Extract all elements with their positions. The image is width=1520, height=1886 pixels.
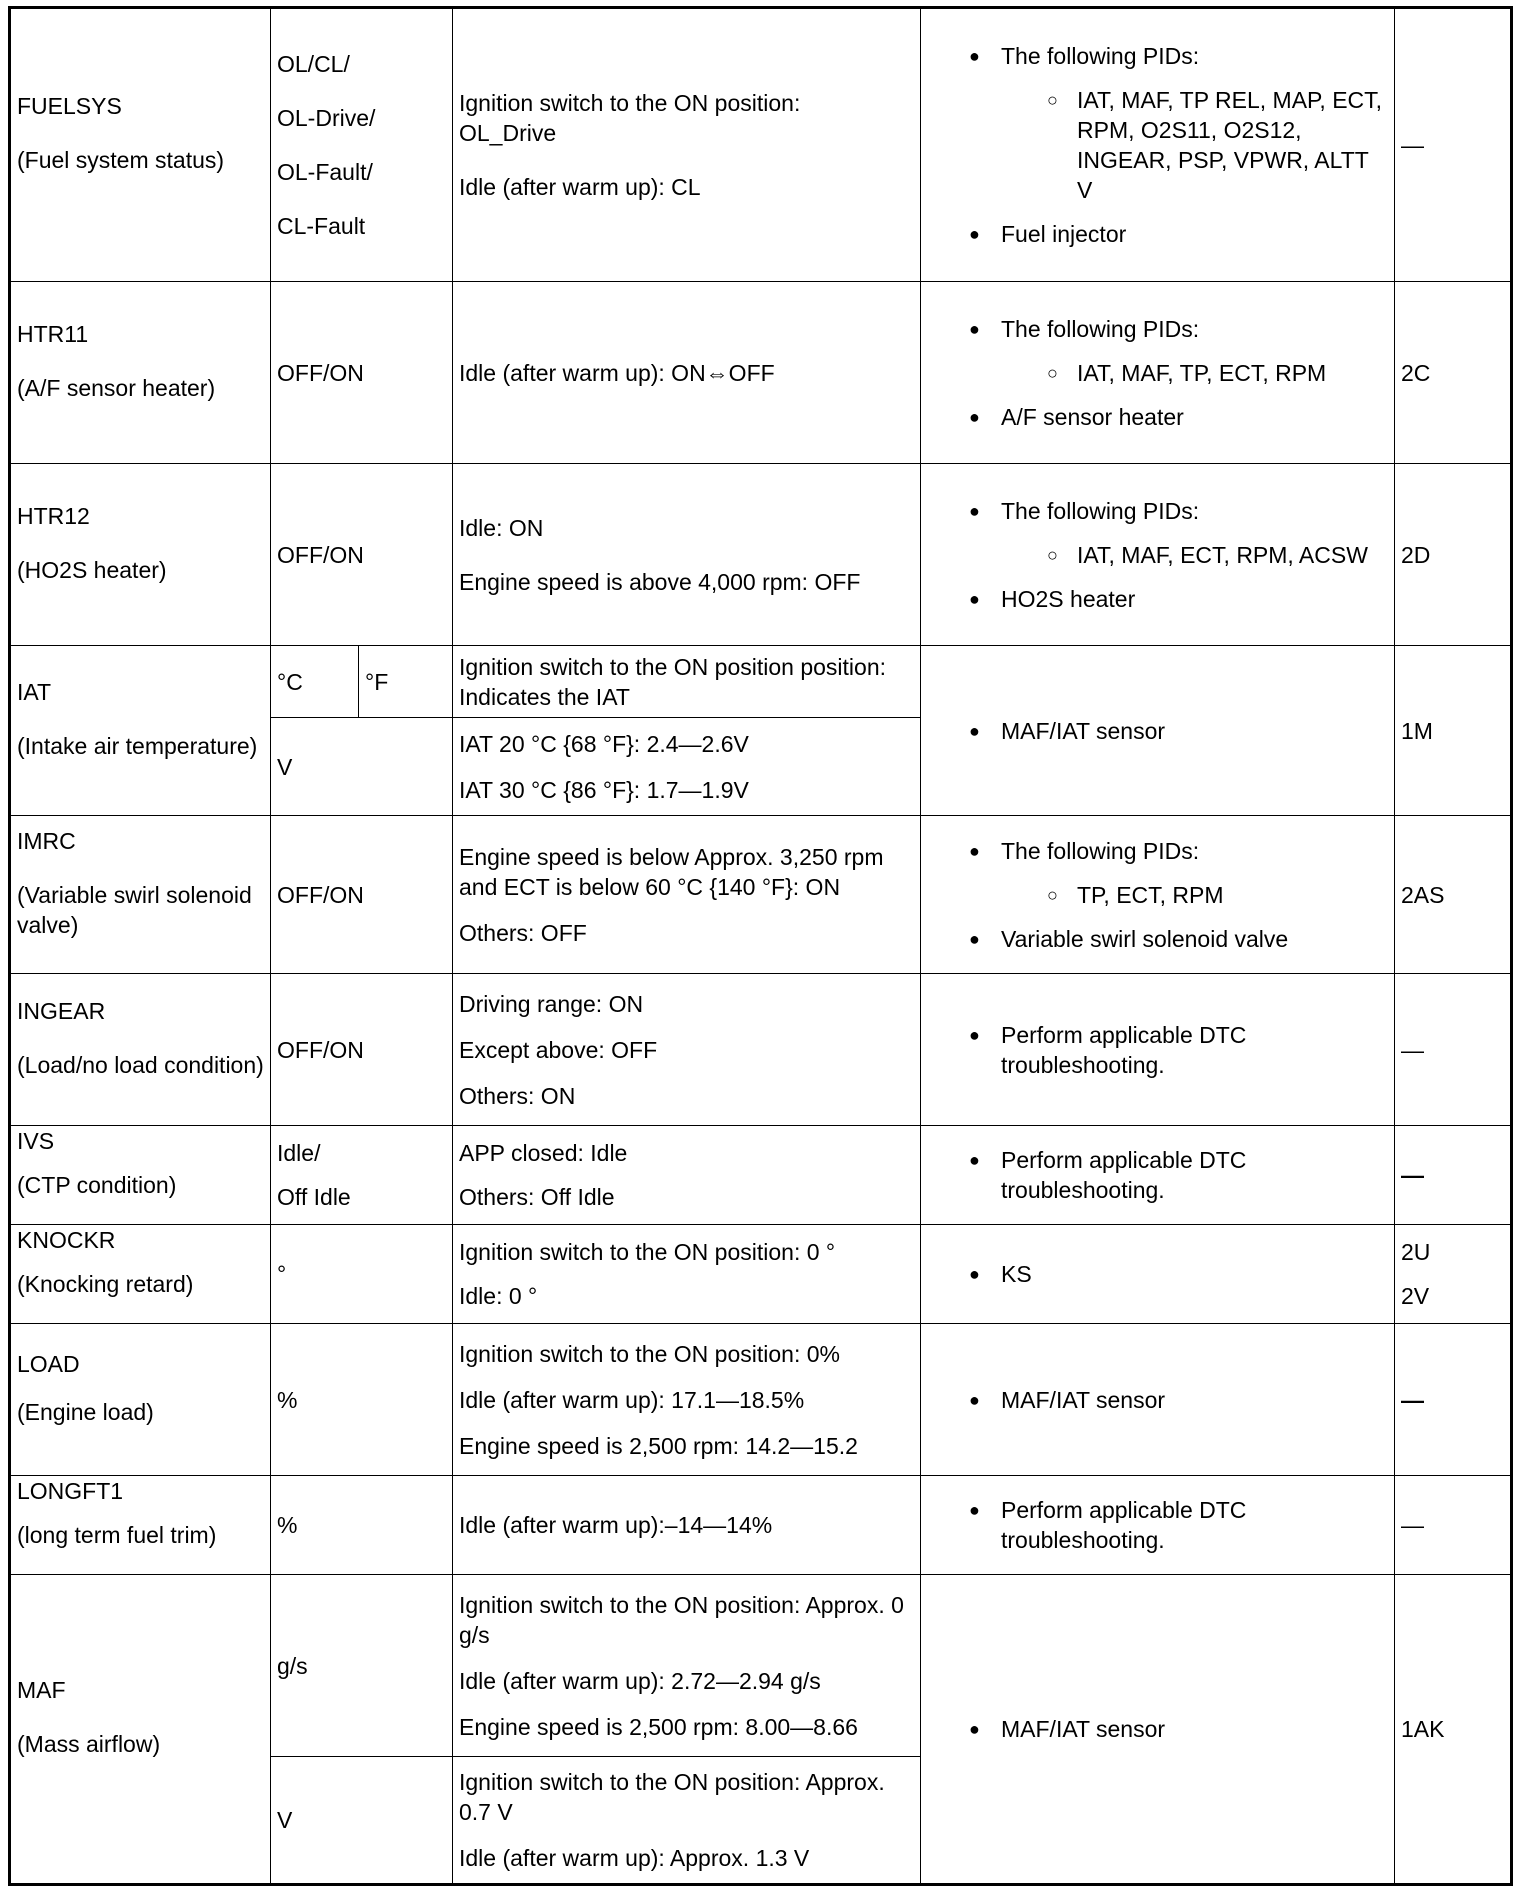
bullet-icon: ● xyxy=(969,46,980,66)
unit-cell: V xyxy=(271,1757,453,1885)
condition-text: Ignition switch to the ON position: 0% xyxy=(459,1340,840,1367)
unit-cell: OFF/ON xyxy=(271,282,453,464)
check-item-cell xyxy=(921,1225,1395,1324)
terminal-cell: — xyxy=(1395,974,1512,1126)
condition-text: Engine speed is 2,500 rpm: 14.2—15.2 xyxy=(459,1432,858,1459)
check-item-cell xyxy=(921,1476,1395,1575)
pid-description: (Mass airflow) xyxy=(17,1731,161,1757)
terminal-cell: 1AK xyxy=(1395,1575,1512,1885)
unit-cell-fahrenheit: °F xyxy=(359,646,453,718)
circle-bullet-icon: ○ xyxy=(1047,90,1058,110)
table-row xyxy=(10,282,1512,464)
table-row xyxy=(10,646,1512,718)
unit-value: CL-Fault xyxy=(277,213,366,239)
bullet-icon: ● xyxy=(969,500,980,521)
bullet-icon: ● xyxy=(969,720,980,741)
check-item: ● Fuel injector xyxy=(969,221,1127,247)
pid-name: IVS xyxy=(17,1128,55,1154)
pid-name: INGEAR xyxy=(17,997,106,1024)
terminal-cell: 2AS xyxy=(1395,816,1512,974)
terminal-value: 2V xyxy=(1401,1283,1430,1309)
condition-text: APP closed: Idle xyxy=(459,1140,628,1166)
condition-text: Others: Off Idle xyxy=(459,1184,615,1210)
check-item: ● MAF/IAT sensor xyxy=(969,1716,1166,1742)
pid-name-cell xyxy=(10,974,271,1126)
check-subitem: ○ IAT, MAF, TP REL, MAP, ECT, RPM, O2S11, O2S12, INGEAR, PSP, VPWR, ALTT V xyxy=(1047,87,1383,203)
condition-cell xyxy=(453,1324,921,1476)
pid-name-cell xyxy=(10,8,271,282)
condition-text: Ignition switch to the ON position: 0 ° xyxy=(459,1239,836,1265)
check-item-cell xyxy=(921,8,1395,282)
pid-name-cell xyxy=(10,1126,271,1225)
pid-name: HTR12 xyxy=(17,502,90,529)
check-item-cell xyxy=(921,646,1395,816)
condition-text: Engine speed is below Approx. 3,250 rpm and ECT is below 60 °C {140 °F}: ON xyxy=(459,843,884,900)
condition-text: Idle (after warm up): CL xyxy=(459,174,701,200)
bullet-icon: ● xyxy=(969,1719,980,1739)
pid-description: (Fuel system status) xyxy=(17,147,225,173)
unit-value: OL-Fault/ xyxy=(277,159,373,185)
unit-value: Idle/ xyxy=(277,1140,321,1166)
pid-name-cell xyxy=(10,646,271,816)
terminal-cell: — xyxy=(1395,1324,1512,1476)
condition-text: Except above: OFF xyxy=(459,1036,658,1063)
pid-description: (Intake air temperature) xyxy=(17,732,258,759)
pid-name-cell xyxy=(10,1324,271,1476)
table-row xyxy=(10,1225,1512,1324)
pid-name: FUELSYS xyxy=(17,93,122,119)
unit-cell: % xyxy=(271,1476,453,1575)
unit-cell xyxy=(271,8,453,282)
table-row xyxy=(10,1324,1512,1476)
table-row xyxy=(10,464,1512,646)
unit-value: OL-Drive/ xyxy=(277,105,376,131)
condition-text: Engine speed is above 4,000 rpm: OFF xyxy=(459,568,861,595)
unit-cell: g/s xyxy=(271,1575,453,1757)
bullet-icon: ● xyxy=(969,1264,980,1284)
check-item: ● MAF/IAT sensor xyxy=(969,717,1166,744)
check-item: ● Variable swirl solenoid valve xyxy=(969,925,1289,952)
unit-cell-celsius: °C xyxy=(271,646,359,718)
check-subitem: ○ IAT, MAF, ECT, RPM, ACSW xyxy=(1047,541,1368,568)
condition-text: Others: OFF xyxy=(459,919,587,946)
condition-cell xyxy=(453,1575,921,1757)
pid-name-cell xyxy=(10,282,271,464)
bullet-icon: ● xyxy=(969,1024,980,1045)
terminal-cell: 2C xyxy=(1395,282,1512,464)
check-item: ● The following PIDs: xyxy=(969,837,1200,864)
unit-cell xyxy=(271,1126,453,1225)
check-item-cell xyxy=(921,464,1395,646)
pid-name-cell xyxy=(10,1575,271,1885)
pid-description: (A/F sensor heater) xyxy=(17,374,216,401)
condition-text: Ignition switch to the ON position: Approx. 0.7 V xyxy=(459,1769,885,1825)
check-item: ● The following PIDs: xyxy=(969,315,1200,342)
check-subitem: ○ IAT, MAF, TP, ECT, RPM xyxy=(1047,359,1327,386)
check-item: ● A/F sensor heater xyxy=(969,403,1184,430)
bullet-icon: ● xyxy=(969,928,980,949)
terminal-value: 2U xyxy=(1401,1239,1431,1265)
condition-cell xyxy=(453,718,921,816)
bullet-icon: ● xyxy=(969,1389,980,1410)
terminal-cell: 2D xyxy=(1395,464,1512,646)
condition-text: Idle (after warm up): Approx. 1.3 V xyxy=(459,1845,810,1871)
unit-cell: V xyxy=(271,718,453,816)
pid-name: LOAD xyxy=(17,1350,80,1377)
bullet-icon: ● xyxy=(969,1150,980,1170)
condition-cell xyxy=(453,974,921,1126)
check-item-cell xyxy=(921,282,1395,464)
table-row xyxy=(10,974,1512,1126)
condition-text: Idle: 0 ° xyxy=(459,1283,538,1309)
condition-cell xyxy=(453,464,921,646)
check-item: ● HO2S heater xyxy=(969,585,1136,612)
pid-name: MAF xyxy=(17,1677,66,1703)
terminal-cell: — xyxy=(1395,8,1512,282)
bullet-icon: ● xyxy=(969,588,980,609)
pid-description: (CTP condition) xyxy=(17,1172,177,1198)
condition-text: IAT 30 °C {86 °F}: 1.7—1.9V xyxy=(459,776,749,803)
check-subitem: ○ TP, ECT, RPM xyxy=(1047,881,1224,908)
condition-text: Others: ON xyxy=(459,1082,576,1109)
bullet-icon: ● xyxy=(969,318,980,339)
bullet-icon: ● xyxy=(969,1500,980,1520)
check-item: ● The following PIDs: xyxy=(969,497,1200,524)
terminal-cell xyxy=(1395,1225,1512,1324)
terminal-cell: — xyxy=(1395,1126,1512,1225)
pid-name-cell xyxy=(10,816,271,974)
pid-description: (HO2S heater) xyxy=(17,556,167,583)
check-item: ● The following PIDs: xyxy=(969,43,1200,69)
circle-bullet-icon: ○ xyxy=(1047,544,1058,565)
condition-text: Idle (after warm up): 2.72—2.94 g/s xyxy=(459,1667,821,1694)
check-item-cell xyxy=(921,974,1395,1126)
pid-description: (Knocking retard) xyxy=(17,1271,194,1297)
condition-text: Ignition switch to the ON position: Approx. 0 g/s xyxy=(459,1591,904,1648)
condition-cell xyxy=(453,816,921,974)
unit-value: OL/CL/ xyxy=(277,51,350,77)
check-item-cell xyxy=(921,1324,1395,1476)
pid-description: (Variable swirl solenoid valve) xyxy=(17,881,252,938)
condition-text: Engine speed is 2,500 rpm: 8.00—8.66 xyxy=(459,1713,858,1740)
check-item: ● Perform applicable DTC troubleshooting. xyxy=(969,1021,1247,1078)
bullet-icon: ● xyxy=(969,224,980,244)
check-item-cell xyxy=(921,1575,1395,1885)
check-item-cell xyxy=(921,1126,1395,1225)
pid-name: KNOCKR xyxy=(17,1227,116,1253)
pid-name: IMRC xyxy=(17,827,76,854)
unit-cell: OFF/ON xyxy=(271,464,453,646)
pid-table-page xyxy=(8,6,1510,1886)
condition-text: Driving range: ON xyxy=(459,990,644,1017)
table-row xyxy=(10,8,1512,282)
check-item: ● MAF/IAT sensor xyxy=(969,1386,1166,1413)
pid-description: (long term fuel trim) xyxy=(17,1522,217,1548)
circle-bullet-icon: ○ xyxy=(1047,884,1058,905)
circle-bullet-icon: ○ xyxy=(1047,362,1058,383)
table-row xyxy=(10,1476,1512,1575)
pid-name: IAT xyxy=(17,678,52,705)
condition-text: Ignition switch to the ON position: OL_Drive xyxy=(459,90,801,146)
condition-text: IAT 20 °C {68 °F}: 2.4—2.6V xyxy=(459,730,749,757)
pid-name: LONGFT1 xyxy=(17,1478,124,1504)
check-item: ● KS xyxy=(969,1261,1032,1287)
condition-cell: Idle (after warm up):–14—14% xyxy=(453,1476,921,1575)
terminal-cell: 1M xyxy=(1395,646,1512,816)
unit-value: Off Idle xyxy=(277,1184,351,1210)
check-item: ● Perform applicable DTC troubleshooting. xyxy=(969,1147,1247,1203)
terminal-cell: — xyxy=(1395,1476,1512,1575)
condition-cell xyxy=(453,1225,921,1324)
condition-text: Idle (after warm up): 17.1—18.5% xyxy=(459,1386,805,1413)
table-row xyxy=(10,1575,1512,1757)
unit-cell: % xyxy=(271,1324,453,1476)
pid-description: (Engine load) xyxy=(17,1398,154,1425)
table-row xyxy=(10,1126,1512,1225)
pid-name-cell xyxy=(10,1476,271,1575)
pid-name: HTR11 xyxy=(17,320,89,347)
unit-cell: OFF/ON xyxy=(271,816,453,974)
condition-cell: Ignition switch to the ON position position: Indicates the IAT xyxy=(453,646,921,718)
check-item-cell xyxy=(921,816,1395,974)
table-row xyxy=(10,816,1512,974)
condition-text: Idle: ON xyxy=(459,514,544,541)
bullet-icon: ● xyxy=(969,406,980,427)
pid-name-cell xyxy=(10,1225,271,1324)
condition-cell xyxy=(453,1757,921,1885)
pid-monitor-table xyxy=(8,6,1513,1886)
check-item: ● Perform applicable DTC troubleshooting. xyxy=(969,1497,1247,1553)
pid-name-cell xyxy=(10,464,271,646)
unit-cell: OFF/ON xyxy=(271,974,453,1126)
pid-description: (Load/no load condition) xyxy=(17,1051,264,1078)
condition-cell: Idle (after warm up): ON⇔OFF xyxy=(453,282,921,464)
condition-cell xyxy=(453,1126,921,1225)
bullet-icon: ● xyxy=(969,840,980,861)
condition-cell xyxy=(453,8,921,282)
unit-cell: ° xyxy=(271,1225,453,1324)
